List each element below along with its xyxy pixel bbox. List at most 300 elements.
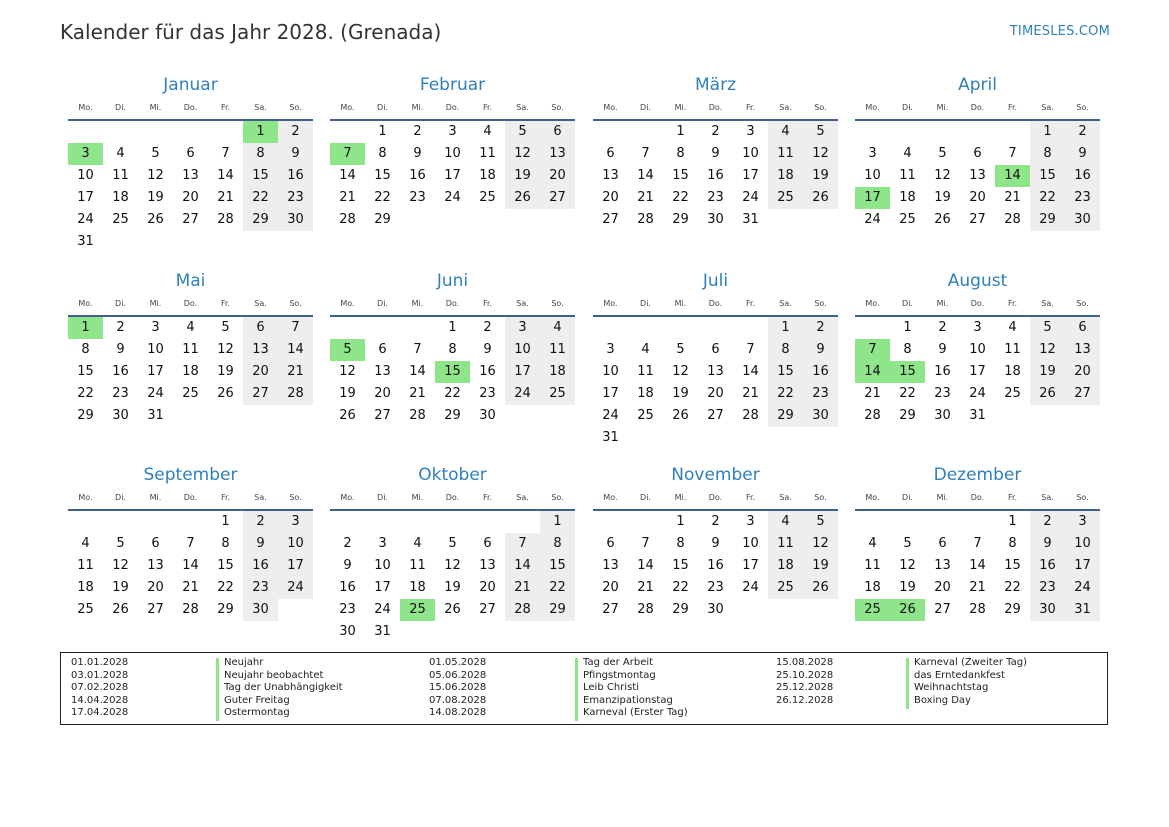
weekday-header — [68, 489, 313, 511]
day-cell: 10 — [147, 342, 164, 357]
day-cell: 24 — [1065, 577, 1100, 599]
week-row — [855, 121, 1100, 143]
day-cell: 18 — [899, 190, 916, 205]
day-cell: 6 — [1065, 317, 1100, 339]
day-cell: 7 — [278, 317, 313, 339]
day-cell: 3 — [1065, 511, 1100, 533]
day-cell: 15 — [890, 361, 925, 383]
weekday-label: So. — [551, 103, 564, 112]
empty-day-cell — [540, 209, 575, 231]
weekday-label: Mo. — [603, 493, 618, 502]
day-cell: 29 — [374, 212, 391, 227]
empty-day-cell — [243, 405, 278, 427]
week-row — [593, 361, 838, 383]
day-cell: 15 — [77, 364, 94, 379]
weekday-label: Fr. — [482, 493, 493, 502]
day-cell: 10 — [742, 146, 759, 161]
empty-day-cell — [768, 209, 803, 231]
day-cell: 14 — [637, 558, 654, 573]
day-cell: 2 — [278, 121, 313, 143]
holiday-date: 17.04.2028 — [71, 707, 129, 718]
day-cell: 25 — [400, 599, 435, 621]
day-cell: 22 — [899, 386, 916, 401]
weekday-header — [330, 295, 575, 317]
week-row — [593, 405, 838, 427]
empty-day-cell — [698, 427, 733, 449]
weekday-label: Mi. — [674, 103, 687, 112]
weekday-header — [593, 489, 838, 511]
day-cell: 28 — [1004, 212, 1021, 227]
weekday-header — [855, 489, 1100, 511]
day-cell: 5 — [505, 121, 540, 143]
day-cell: 22 — [444, 386, 461, 401]
weekday-header — [855, 295, 1100, 317]
weekday-label: Mi. — [936, 299, 949, 308]
day-cell: 25 — [1004, 386, 1021, 401]
day-cell: 13 — [707, 364, 724, 379]
week-row — [593, 165, 838, 187]
day-cell: 20 — [182, 190, 199, 205]
week-row — [855, 339, 1100, 361]
day-cell: 27 — [374, 408, 391, 423]
empty-day-cell — [173, 405, 208, 427]
week-row — [593, 427, 838, 449]
day-cell: 20 — [479, 580, 496, 595]
empty-day-cell — [103, 121, 138, 143]
day-cell: 14 — [505, 555, 540, 577]
day-cell: 8 — [676, 536, 685, 551]
day-cell: 9 — [483, 342, 492, 357]
holiday-date: 07.02.2028 — [71, 682, 129, 693]
holiday-names-col-3 — [914, 657, 1027, 707]
day-cell: 25 — [479, 190, 496, 205]
empty-day-cell — [540, 621, 575, 643]
day-cell: 18 — [77, 580, 94, 595]
empty-day-cell — [278, 231, 313, 253]
day-cell: 24 — [742, 580, 759, 595]
day-cell: 7 — [855, 339, 890, 361]
weekday-label: Fr. — [1007, 103, 1018, 112]
day-cell: 6 — [483, 536, 492, 551]
empty-day-cell — [733, 317, 768, 339]
day-cell: 9 — [413, 146, 422, 161]
empty-day-cell — [435, 511, 470, 533]
holiday-name: Guter Freitag — [224, 694, 290, 706]
day-cell: 26 — [1030, 383, 1065, 405]
holiday-name: Ostermontag — [224, 707, 290, 718]
day-cell: 28 — [864, 408, 881, 423]
empty-day-cell — [173, 231, 208, 253]
weekday-label: Sa. — [254, 299, 267, 308]
day-cell: 1 — [768, 317, 803, 339]
day-cell: 22 — [243, 187, 278, 209]
weekday-label: Do. — [708, 493, 723, 502]
empty-day-cell — [628, 317, 663, 339]
holiday-dates-col-1 — [71, 657, 128, 720]
day-cell: 19 — [217, 364, 234, 379]
day-cell: 12 — [112, 558, 129, 573]
day-cell: 18 — [768, 165, 803, 187]
week-row — [855, 533, 1100, 555]
day-cell: 30 — [1065, 209, 1100, 231]
weekday-label: Sa. — [779, 493, 792, 502]
weekday-header — [330, 489, 575, 511]
week-row — [330, 555, 575, 577]
month-9 — [68, 464, 313, 621]
day-cell: 23 — [339, 602, 356, 617]
holiday-name: Leib Christi — [583, 682, 639, 693]
day-cell: 13 — [540, 143, 575, 165]
weekday-label: Sa. — [1041, 103, 1054, 112]
day-cell: 4 — [903, 146, 912, 161]
day-cell: 25 — [637, 408, 654, 423]
empty-day-cell — [68, 511, 103, 533]
empty-day-cell — [505, 621, 540, 643]
day-cell: 22 — [1030, 187, 1065, 209]
day-cell: 29 — [899, 408, 916, 423]
day-cell: 6 — [938, 536, 947, 551]
holiday-date: 05.06.2028 — [429, 669, 487, 681]
month-7 — [593, 270, 838, 449]
day-cell: 3 — [973, 320, 982, 335]
day-cell: 8 — [540, 533, 575, 555]
day-cell: 15 — [540, 555, 575, 577]
day-cell: 12 — [505, 143, 540, 165]
brand-link[interactable]: TIMESLES.COM — [1009, 24, 1110, 39]
day-cell: 13 — [602, 168, 619, 183]
day-cell: 21 — [505, 577, 540, 599]
day-cell: 22 — [672, 190, 689, 205]
empty-day-cell — [365, 511, 400, 533]
weekday-label: Mo. — [340, 299, 355, 308]
day-cell: 26 — [147, 212, 164, 227]
empty-day-cell — [138, 511, 173, 533]
holiday-marker-bar — [906, 658, 909, 709]
empty-day-cell — [138, 231, 173, 253]
day-cell: 22 — [217, 580, 234, 595]
empty-day-cell — [330, 317, 365, 339]
empty-day-cell — [733, 427, 768, 449]
weekday-label: Fr. — [1007, 299, 1018, 308]
weekday-label: So. — [1076, 493, 1089, 502]
day-cell: 11 — [768, 533, 803, 555]
holiday-date: 26.12.2028 — [776, 694, 834, 706]
empty-day-cell — [768, 599, 803, 621]
day-cell: 26 — [672, 408, 689, 423]
day-cell: 28 — [742, 408, 759, 423]
day-cell: 30 — [278, 209, 313, 231]
day-cell: 20 — [707, 386, 724, 401]
week-row — [855, 187, 1100, 209]
day-cell: 22 — [374, 190, 391, 205]
day-cell: 17 — [969, 364, 986, 379]
month-10 — [330, 464, 575, 643]
empty-day-cell — [243, 231, 278, 253]
day-cell: 5 — [938, 146, 947, 161]
day-cell: 2 — [413, 124, 422, 139]
month-name: März — [695, 75, 736, 95]
weekday-label: Sa. — [516, 493, 529, 502]
day-cell: 24 — [969, 386, 986, 401]
day-cell: 25 — [112, 212, 129, 227]
empty-day-cell — [890, 511, 925, 533]
day-cell: 26 — [217, 386, 234, 401]
weekday-label: Mo. — [340, 103, 355, 112]
holiday-name: Emanzipationstag — [583, 694, 673, 706]
day-cell: 30 — [707, 602, 724, 617]
day-cell: 15 — [672, 168, 689, 183]
month-name: Februar — [419, 75, 486, 95]
weekday-label: So. — [289, 103, 302, 112]
day-cell: 28 — [278, 383, 313, 405]
week-row — [330, 209, 575, 231]
day-cell: 3 — [151, 320, 160, 335]
weekday-label: Di. — [115, 493, 126, 502]
day-cell: 20 — [540, 165, 575, 187]
weekday-label: So. — [1076, 299, 1089, 308]
week-row — [68, 511, 313, 533]
day-cell: 23 — [707, 580, 724, 595]
weekday-label: Sa. — [254, 103, 267, 112]
day-cell: 31 — [147, 408, 164, 423]
weekday-label: Do. — [970, 299, 985, 308]
weekday-label: Mi. — [411, 299, 424, 308]
day-cell: 16 — [803, 361, 838, 383]
day-cell: 12 — [444, 558, 461, 573]
empty-day-cell — [855, 121, 890, 143]
day-cell: 15 — [672, 558, 689, 573]
week-row — [330, 599, 575, 621]
empty-day-cell — [593, 511, 628, 533]
empty-day-cell — [540, 405, 575, 427]
day-cell: 3 — [746, 514, 755, 529]
day-cell: 16 — [707, 558, 724, 573]
day-cell: 9 — [278, 143, 313, 165]
holiday-name: Tag der Arbeit — [583, 657, 654, 668]
day-cell: 24 — [864, 212, 881, 227]
empty-day-cell — [103, 231, 138, 253]
weekday-label: Di. — [377, 299, 388, 308]
day-cell: 1 — [243, 121, 278, 143]
week-row — [330, 317, 575, 339]
day-cell: 2 — [938, 320, 947, 335]
day-cell: 1 — [68, 317, 103, 339]
empty-day-cell — [925, 121, 960, 143]
day-cell: 29 — [217, 602, 234, 617]
weekday-label: Mo. — [78, 493, 93, 502]
day-cell: 29 — [1030, 209, 1065, 231]
empty-day-cell — [278, 405, 313, 427]
day-cell: 28 — [339, 212, 356, 227]
day-cell: 26 — [505, 187, 540, 209]
weekday-label: Fr. — [1007, 493, 1018, 502]
holiday-date: 14.08.2028 — [429, 707, 487, 718]
day-cell: 21 — [969, 580, 986, 595]
day-cell: 27 — [707, 408, 724, 423]
week-row — [593, 533, 838, 555]
day-cell: 12 — [934, 168, 951, 183]
empty-day-cell — [470, 621, 505, 643]
weekday-label: Do. — [445, 299, 460, 308]
day-cell: 1 — [540, 511, 575, 533]
day-cell: 20 — [969, 190, 986, 205]
empty-day-cell — [925, 511, 960, 533]
day-cell: 27 — [602, 212, 619, 227]
page-title: Kalender für das Jahr 2028. (Grenada) — [60, 20, 442, 44]
week-row — [68, 577, 313, 599]
day-cell: 24 — [374, 602, 391, 617]
day-cell: 2 — [803, 317, 838, 339]
day-cell: 4 — [641, 342, 650, 357]
empty-day-cell — [470, 511, 505, 533]
day-cell: 13 — [182, 168, 199, 183]
day-cell: 16 — [112, 364, 129, 379]
day-cell: 7 — [221, 146, 230, 161]
day-cell: 10 — [444, 146, 461, 161]
day-cell: 7 — [641, 536, 650, 551]
day-cell: 14 — [742, 364, 759, 379]
day-cell: 6 — [606, 536, 615, 551]
empty-day-cell — [803, 209, 838, 231]
weekday-label: Mo. — [603, 103, 618, 112]
week-row — [330, 383, 575, 405]
week-row — [593, 121, 838, 143]
day-cell: 19 — [1030, 361, 1065, 383]
empty-day-cell — [890, 121, 925, 143]
day-cell: 16 — [707, 168, 724, 183]
weekday-label: Fr. — [745, 103, 756, 112]
month-5 — [68, 270, 313, 427]
weekday-label: Fr. — [220, 299, 231, 308]
holiday-date: 15.06.2028 — [429, 682, 487, 693]
day-cell: 18 — [864, 580, 881, 595]
week-row — [593, 317, 838, 339]
weekday-label: Di. — [902, 103, 913, 112]
empty-day-cell — [803, 599, 838, 621]
day-cell: 24 — [147, 386, 164, 401]
day-cell: 20 — [602, 190, 619, 205]
holiday-dates-col-3 — [776, 657, 833, 707]
day-cell: 9 — [803, 339, 838, 361]
day-cell: 2 — [116, 320, 125, 335]
week-row — [68, 339, 313, 361]
day-cell: 26 — [803, 187, 838, 209]
day-cell: 8 — [1008, 536, 1017, 551]
holiday-date: 01.01.2028 — [71, 657, 129, 668]
day-cell: 27 — [182, 212, 199, 227]
day-cell: 10 — [1065, 533, 1100, 555]
empty-day-cell — [995, 121, 1030, 143]
weekday-label: Mi. — [149, 103, 162, 112]
day-cell: 20 — [243, 361, 278, 383]
empty-day-cell — [505, 405, 540, 427]
day-cell: 5 — [221, 320, 230, 335]
day-cell: 26 — [803, 577, 838, 599]
day-cell: 29 — [1004, 602, 1021, 617]
empty-day-cell — [1030, 405, 1065, 427]
weekday-label: Mi. — [674, 493, 687, 502]
empty-day-cell — [768, 427, 803, 449]
day-cell: 18 — [479, 168, 496, 183]
day-cell: 23 — [112, 386, 129, 401]
weekday-label: Mi. — [936, 493, 949, 502]
day-cell: 27 — [147, 602, 164, 617]
weekday-label: So. — [289, 493, 302, 502]
day-cell: 28 — [217, 212, 234, 227]
day-cell: 5 — [151, 146, 160, 161]
weekday-label: Mo. — [865, 103, 880, 112]
empty-day-cell — [278, 599, 313, 621]
day-cell: 5 — [330, 339, 365, 361]
week-row — [855, 555, 1100, 577]
day-cell: 21 — [217, 190, 234, 205]
day-cell: 2 — [343, 536, 352, 551]
week-row — [68, 231, 313, 253]
day-cell: 29 — [243, 209, 278, 231]
empty-day-cell — [365, 317, 400, 339]
weekday-label: Di. — [640, 299, 651, 308]
weekday-label: Mo. — [865, 493, 880, 502]
day-cell: 4 — [81, 536, 90, 551]
day-cell: 21 — [1004, 190, 1021, 205]
empty-day-cell — [208, 405, 243, 427]
weekday-label: Fr. — [220, 493, 231, 502]
day-cell: 29 — [672, 212, 689, 227]
day-cell: 1 — [1008, 514, 1017, 529]
day-cell: 2 — [483, 320, 492, 335]
day-cell: 31 — [969, 408, 986, 423]
day-cell: 27 — [969, 212, 986, 227]
holiday-dates-col-2 — [429, 657, 486, 720]
day-cell: 4 — [1008, 320, 1017, 335]
weekday-label: So. — [551, 493, 564, 502]
month-name: Dezember — [933, 465, 1022, 485]
empty-day-cell — [505, 511, 540, 533]
day-cell: 18 — [112, 190, 129, 205]
holiday-marker-bar — [216, 658, 219, 721]
day-cell: 27 — [934, 602, 951, 617]
week-row — [593, 187, 838, 209]
month-name: November — [671, 465, 760, 485]
weekday-label: Mo. — [78, 299, 93, 308]
day-cell: 16 — [278, 165, 313, 187]
day-cell: 23 — [479, 386, 496, 401]
day-cell: 26 — [934, 212, 951, 227]
day-cell: 2 — [1030, 511, 1065, 533]
day-cell: 16 — [479, 364, 496, 379]
day-cell: 3 — [448, 124, 457, 139]
day-cell: 28 — [505, 599, 540, 621]
day-cell: 9 — [711, 536, 720, 551]
day-cell: 3 — [606, 342, 615, 357]
weekday-label: So. — [551, 299, 564, 308]
holiday-marker-bar — [575, 658, 578, 721]
day-cell: 6 — [186, 146, 195, 161]
week-row — [855, 405, 1100, 427]
day-cell: 19 — [339, 386, 356, 401]
day-cell: 17 — [602, 386, 619, 401]
week-row — [68, 187, 313, 209]
day-cell: 6 — [151, 536, 160, 551]
day-cell: 7 — [413, 342, 422, 357]
month-11 — [593, 464, 838, 621]
weekday-label: Di. — [377, 493, 388, 502]
weekday-label: Fr. — [482, 299, 493, 308]
month-name: September — [143, 465, 238, 485]
weekday-label: Do. — [183, 103, 198, 112]
day-cell: 24 — [77, 212, 94, 227]
day-cell: 12 — [339, 364, 356, 379]
